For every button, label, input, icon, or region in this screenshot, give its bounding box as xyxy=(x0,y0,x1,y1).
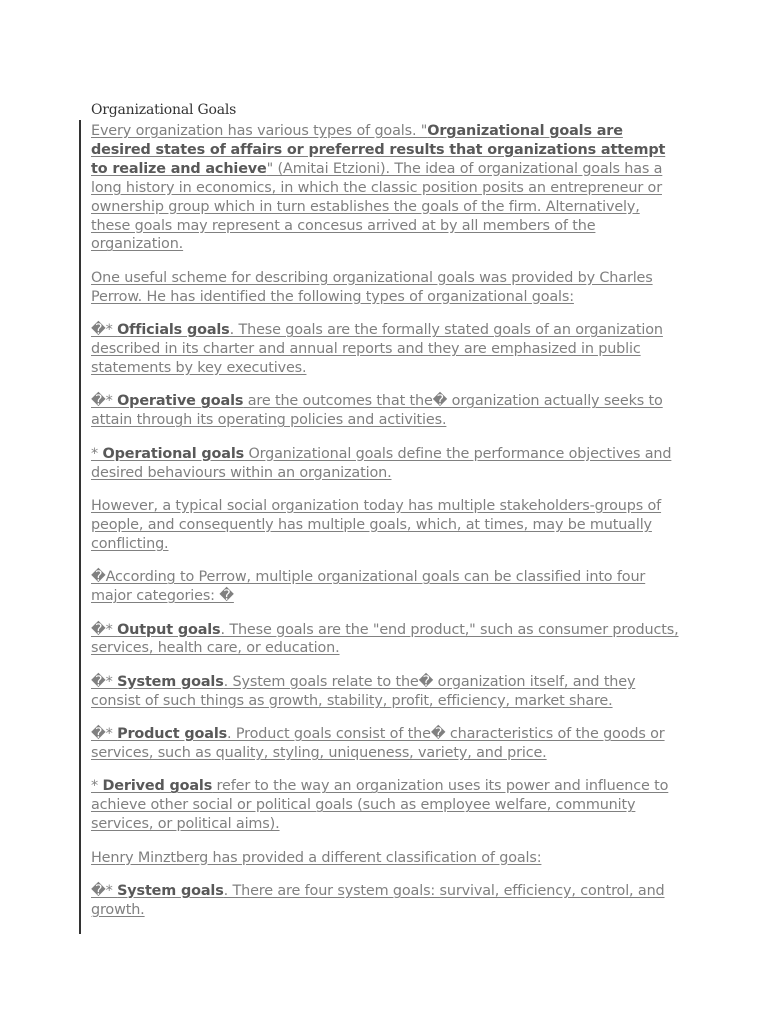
paragraph xyxy=(91,321,683,378)
paragraph-text: One useful scheme for describing organizational goals was provided by Charles Perrow. He has identified the following types of organizational goals: xyxy=(91,269,653,305)
bold-term: Officials goals xyxy=(117,322,230,339)
paragraph xyxy=(91,497,683,554)
document-body xyxy=(91,122,683,934)
bold-term: Organizational goals are desired states of affairs or preferred results that organizations attempt to realize and achieve xyxy=(91,123,666,177)
bold-term: Derived goals xyxy=(102,778,213,795)
paragraph-text: Organizational goals define the performance objectives and desired behaviours within an organization. xyxy=(91,445,672,481)
paragraph xyxy=(91,392,683,430)
paragraph-text: refer to the way an organization uses its power and influence to achieve other social or political goals (such as employee welfare, community services, or political aims). xyxy=(91,778,669,833)
paragraph-text: . These goals are the formally stated goals of an organization described in its charter and annual reports and they are emphasized in public statements by key executives. xyxy=(91,322,663,376)
bold-term: Output goals xyxy=(117,621,221,638)
bold-term: Product goals xyxy=(117,726,228,743)
paragraph-text: . System goals relate to the� organization itself, and they consist of such things as growth, stability, profit, efficiency, market share. xyxy=(91,673,636,709)
bold-term: Operational goals xyxy=(102,445,245,462)
bold-term: System goals xyxy=(117,883,224,900)
paragraph-text: �* xyxy=(91,322,118,339)
paragraph-text: . These goals are the "end product," such as consumer products, services, health care, or education. xyxy=(91,621,679,657)
paragraph xyxy=(91,122,683,254)
paragraph-text: �* xyxy=(91,673,118,690)
paragraph-text: �* xyxy=(91,621,118,638)
paragraph xyxy=(91,882,683,920)
paragraph-text: However, a typical social organization today has multiple stakeholders-groups of people, and consequently has multiple goals, which, at times, may be mutually conflicting. xyxy=(91,498,662,552)
paragraph xyxy=(91,621,683,659)
paragraph-text: . Product goals consist of the� characteristics of the goods or services, such as quality, styling, uniqueness, variety, and price. xyxy=(91,726,665,762)
paragraph-text: " (Amitai Etzioni). The idea of organizational goals has a long history in economics, in which the classic position posits an entrepreneur or ownership group which in turn establishes the goals of the firm. Alternatively, these goals may represent a concesus arrived at by all members of the organization. xyxy=(91,160,663,253)
paragraph-text: * xyxy=(91,445,103,462)
document-title: Organizational Goals xyxy=(91,102,237,118)
margin-bar xyxy=(79,120,81,934)
bold-term: Operative goals xyxy=(117,393,244,410)
paragraph-text: are the outcomes that the� organization actually seeks to attain through its operating policies and activities. xyxy=(91,393,663,429)
paragraph-text: Every organization has various types of goals. " xyxy=(91,123,428,139)
paragraph xyxy=(91,269,683,307)
bold-term: System goals xyxy=(117,673,224,690)
paragraph-text: �* xyxy=(91,726,118,743)
paragraph xyxy=(91,568,683,606)
paragraph-text: �* xyxy=(91,393,118,410)
paragraph-text: . There are four system goals: survival, efficiency, control, and growth. xyxy=(91,883,665,918)
paragraph-text: Henry Minztberg has provided a different classification of goals: xyxy=(91,849,542,866)
paragraph xyxy=(91,673,683,711)
paragraph xyxy=(91,725,683,763)
paragraph-text: �* xyxy=(91,883,118,900)
paragraph-text: �According to Perrow, multiple organizational goals can be classified into four major categories: � xyxy=(91,569,646,605)
paragraph xyxy=(91,849,683,868)
paragraph xyxy=(91,445,683,483)
paragraph xyxy=(91,777,683,834)
paragraph-text: * xyxy=(91,778,103,795)
